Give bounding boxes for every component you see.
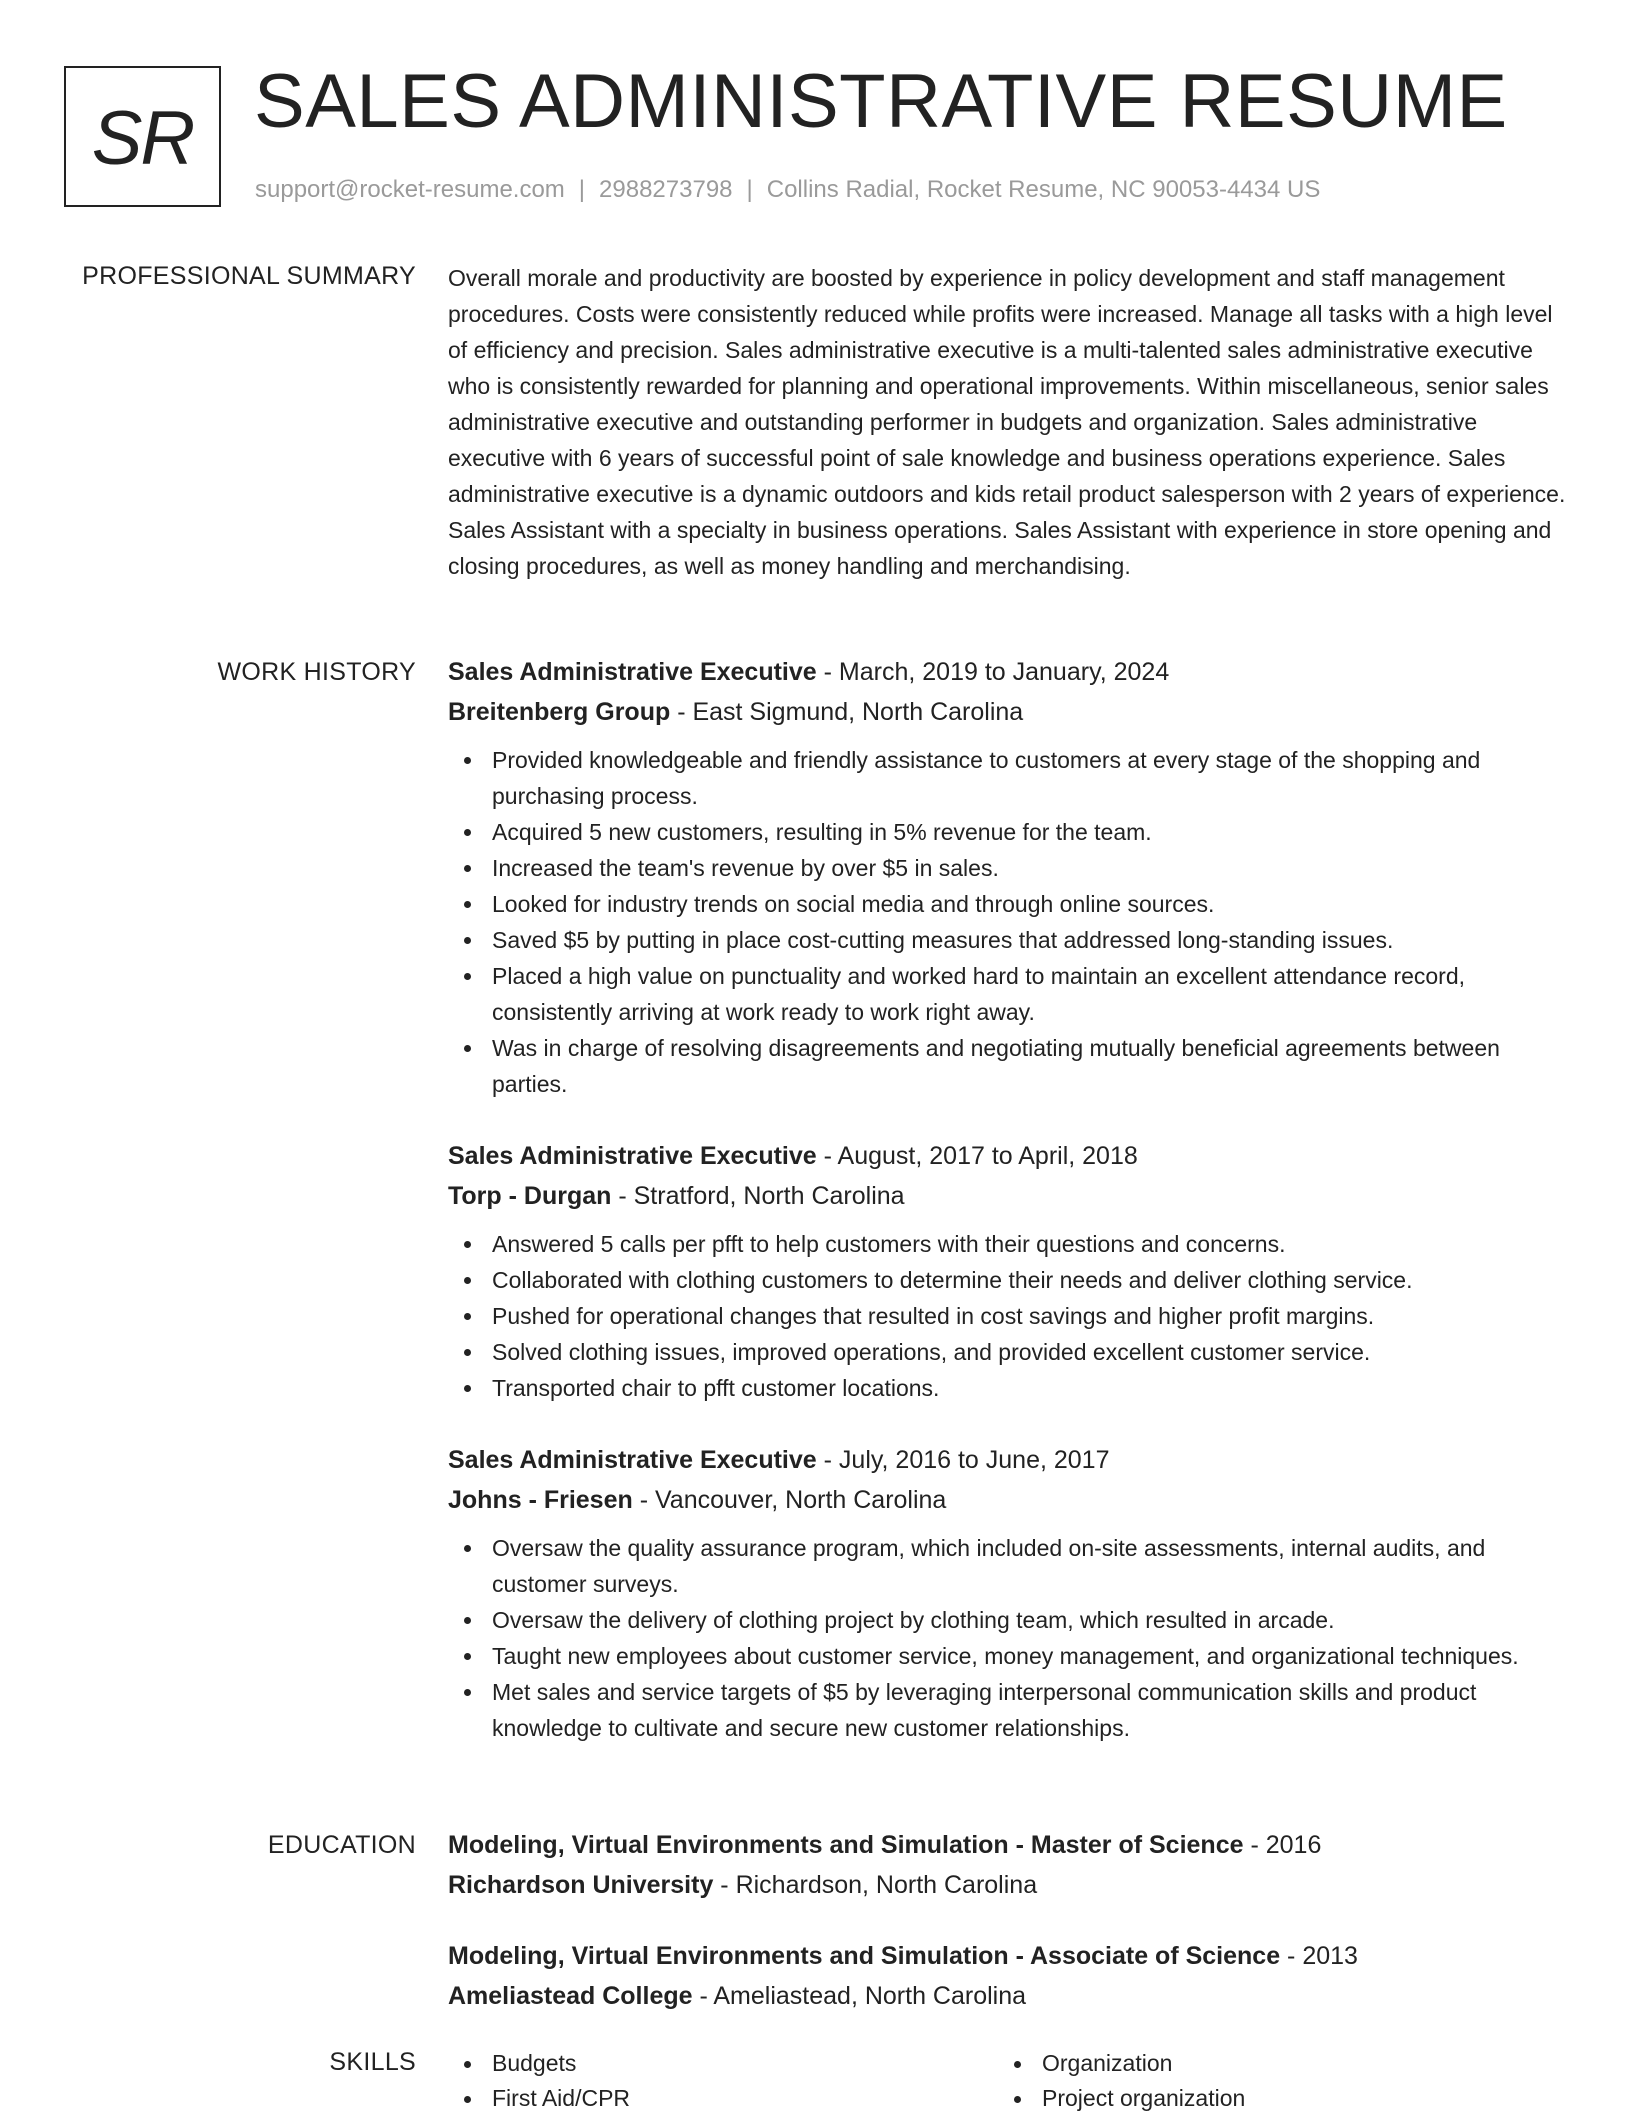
job-entry [448,1440,1568,1746]
jobs-list [448,652,1568,1780]
skill-item: Organization [998,2046,1548,2081]
education-year: - 2013 [1280,1942,1358,1970]
contact-phone[interactable]: 2988273798 [599,176,733,203]
education-school-line [448,1976,1568,2016]
job-bullet: Looked for industry trends on social media and through online sources. [492,886,1568,922]
education-school: Ameliastead College [448,1982,693,2010]
education-degree: Modeling, Virtual Environments and Simulation - Master of Science [448,1831,1244,1859]
work-history-heading: WORK HISTORY [217,658,416,686]
job-bullet: Was in charge of resolving disagreements and negotiating mutually beneficial agreements between parties. [492,1030,1568,1102]
job-bullet: Oversaw the delivery of clothing project by clothing team, which resulted in arcade. [492,1602,1568,1638]
education-location: - Ameliastead, North Carolina [692,1982,1027,2010]
job-title-line [448,652,1568,692]
job-title-line [448,1136,1568,1176]
monogram-logo [64,66,221,207]
job-title-line [448,1440,1568,1480]
contact-line [255,174,1320,206]
job-bullet: Collaborated with clothing customers to determine their needs and deliver clothing service. [492,1262,1568,1298]
education-heading: EDUCATION [267,1831,416,1859]
job-location: - Vancouver, North Carolina [632,1486,947,1514]
monogram-initials: SR [91,95,194,181]
skill-item: Budgets [448,2046,998,2081]
job-bullet: Increased the team's revenue by over $5 in sales. [492,850,1568,886]
job-bullet: Saved $5 by putting in place cost-cutting measures that addressed long-standing issues. [492,922,1568,958]
job-bullet: Acquired 5 new customers, resulting in 5% revenue for the team. [492,814,1568,850]
job-entry [448,1136,1568,1406]
education-entry [448,1825,1568,1905]
job-company: Torp - Durgan [448,1182,612,1210]
job-dates: - August, 2017 to April, 2018 [816,1142,1138,1170]
education-degree-line [448,1936,1568,1976]
job-bullet: Answered 5 calls per pfft to help customers with their questions and concerns. [492,1226,1568,1262]
education-list [448,1825,1568,2047]
job-company: Breitenberg Group [448,698,671,726]
job-company: Johns - Friesen [448,1486,633,1514]
job-location: - East Sigmund, North Carolina [670,698,1024,726]
job-bullet: Pushed for operational changes that resulted in cost savings and higher profit margins. [492,1298,1568,1334]
job-company-line [448,692,1568,732]
contact-email[interactable]: support@rocket-resume.com [255,176,565,203]
education-degree-line [448,1825,1568,1865]
job-company-line [448,1176,1568,1216]
education-year: - 2016 [1243,1831,1322,1859]
job-bullet: Solved clothing issues, improved operations, and provided excellent customer service. [492,1334,1568,1370]
education-location: - Richardson, North Carolina [713,1871,1038,1899]
job-bullet: Oversaw the quality assurance program, which included on-site assessments, internal audits, and customer surveys. [492,1530,1568,1602]
contact-separator: | [578,176,586,203]
job-bullet: Provided knowledgeable and friendly assistance to customers at every stage of the shopping and purchasing process. [492,742,1568,814]
job-entry [448,652,1568,1102]
education-school: Richardson University [448,1871,714,1899]
summary-heading: PROFESSIONAL SUMMARY [82,262,416,290]
education-school-line [448,1865,1568,1905]
contact-address: Collins Radial, Rocket Resume, NC 90053-4434 US [766,176,1321,203]
resume-title: SALES ADMINISTRATIVE RESUME [254,59,1508,144]
job-dates: - March, 2019 to January, 2024 [816,658,1170,686]
job-bullet: Taught new employees about customer service, money management, and organizational techniques. [492,1638,1568,1674]
skills-heading: SKILLS [329,2048,416,2076]
job-bullet: Placed a high value on punctuality and worked hard to maintain an excellent attendance record, consistently arriving at work ready to work right away. [492,958,1568,1030]
job-title: Sales Administrative Executive [448,1446,817,1474]
summary-text: Overall morale and productivity are boosted by experience in policy development and staff management procedures. Costs were consistently reduced while profits were increased. Manage all tasks with a high level of efficiency and precision. Sales administrative executive is a multi-talented sales administrative executive who is consistently rewarded for planning and operational improvements. Within miscellaneous, senior sales administrative executive and outstanding performer in budgets and organization. Sales administrative executive with 6 years of successful point of sale knowledge and business operations experience. Sales administrative executive is a dynamic outdoors and kids retail product salesperson with 2 years of experience. Sales Assistant with a specialty in business operations. Sales Assistant with experience in store opening and closing procedures, as well as money handling and merchandising. [448,265,1566,579]
education-degree: Modeling, Virtual Environments and Simulation - Associate of Science [448,1942,1281,1970]
skill-item: First Aid/CPR [448,2081,998,2116]
job-bullet: Transported chair to pfft customer locations. [492,1370,1568,1406]
job-bullets [448,1226,1568,1406]
job-dates: - July, 2016 to June, 2017 [816,1446,1110,1474]
job-company-line [448,1480,1568,1520]
job-location: - Stratford, North Carolina [611,1182,905,1210]
job-bullet: Met sales and service targets of $5 by leveraging interpersonal communication skills and product knowledge to cultivate and secure new customer relationships. [492,1674,1568,1746]
education-entry [448,1936,1568,2016]
job-bullets [448,1530,1568,1746]
job-title: Sales Administrative Executive [448,658,817,686]
skill-item: Project organization [998,2081,1548,2116]
contact-separator: | [746,176,753,203]
job-bullets [448,742,1568,1102]
job-title: Sales Administrative Executive [448,1142,817,1170]
skills-list [448,2046,1568,2116]
